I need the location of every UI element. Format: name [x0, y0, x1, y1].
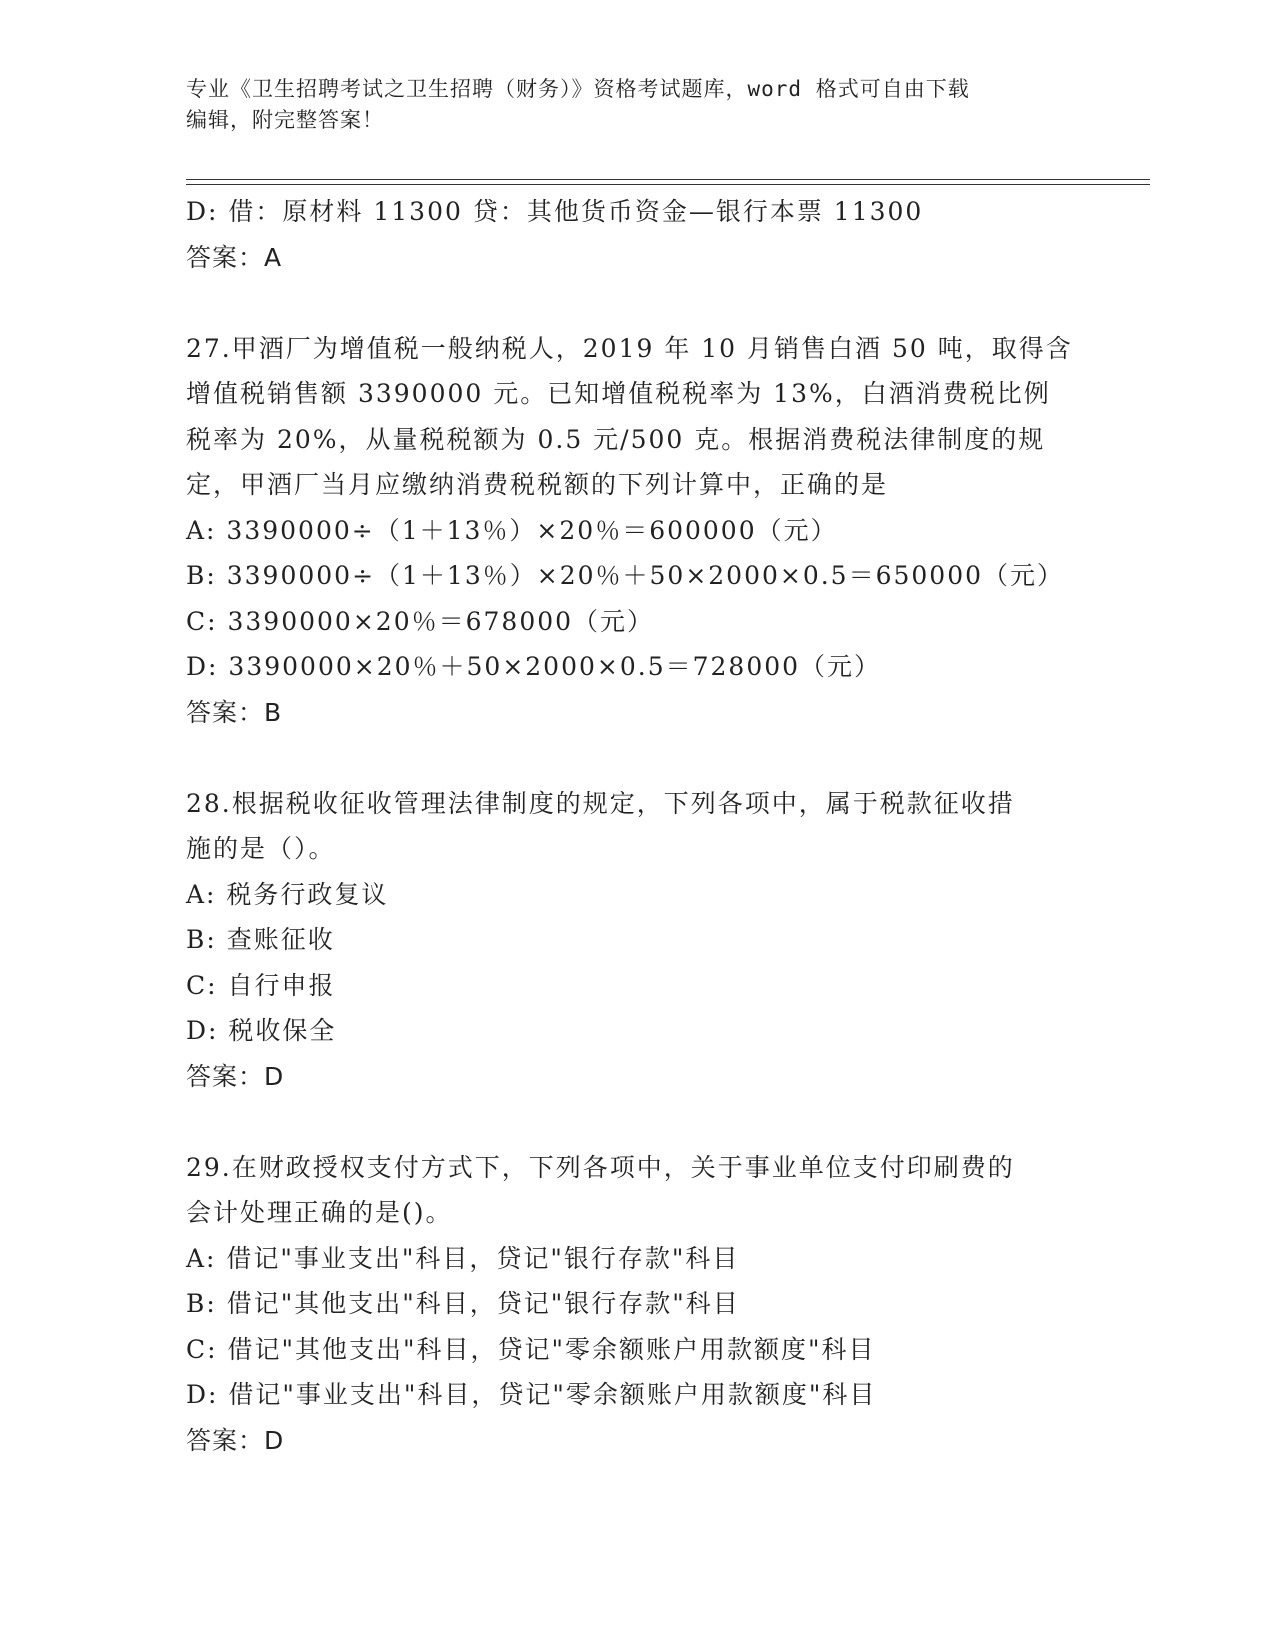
answer: 答案：D	[186, 1425, 285, 1455]
spacer	[186, 1099, 1086, 1145]
question-text-line: 定，甲酒厂当月应缴纳消费税税额的下列计算中，正确的是	[186, 470, 889, 499]
question-text-line: 会计处理正确的是()。	[186, 1198, 453, 1227]
page-header	[186, 74, 1066, 136]
option-c: C: 借记"其他支出"科目，贷记"零余额账户用款额度"科目	[186, 1334, 876, 1364]
header-line-2: 编辑，附完整答案！	[186, 108, 384, 132]
question-text-line: 29.在财政授权支付方式下，下列各项中，关于事业单位支付印刷费的	[186, 1152, 1015, 1182]
option-c: C: 3390000×20％＝678000（元）	[186, 606, 655, 636]
option-d: D: 税收保全	[186, 1016, 337, 1045]
option-b: B: 借记"其他支出"科目，贷记"银行存款"科目	[186, 1289, 740, 1318]
option-a: A: 借记"事业支出"科目，贷记"银行存款"科目	[186, 1243, 740, 1273]
option-a: A: 3390000÷（1＋13％）×20％＝600000（元）	[186, 515, 838, 545]
question-text-line: 施的是（）。	[186, 834, 336, 863]
answer: 答案：A	[186, 242, 283, 272]
option-a: A: 税务行政复议	[186, 879, 389, 909]
spacer	[186, 735, 1086, 781]
option-d: D: 借记"事业支出"科目，贷记"零余额账户用款额度"科目	[186, 1380, 877, 1409]
question-text-line: 增值税销售额 3390000 元。已知增值税税率为 13%，白酒消费税比例	[186, 379, 1051, 408]
question-29	[186, 1145, 1086, 1464]
option-c: C: 自行申报	[186, 970, 336, 1000]
prev-question	[186, 189, 1086, 280]
question-text-line: 28.根据税收征收管理法律制度的规定，下列各项中，属于税款征收措	[186, 788, 1015, 818]
question-28	[186, 781, 1086, 1100]
answer: 答案：D	[186, 1061, 285, 1091]
option-d: D: 3390000×20％＋50×2000×0.5＝728000（元）	[186, 652, 882, 681]
header-divider	[186, 179, 1150, 185]
question-27	[186, 326, 1086, 736]
spacer	[186, 280, 1086, 326]
answer: 答案：B	[186, 697, 283, 727]
option-b: B: 查账征收	[186, 925, 335, 954]
question-text-line: 税率为 20%，从量税税额为 0.5 元/500 克。根据消费税法律制度的规	[186, 424, 1046, 454]
question-content	[186, 189, 1086, 1463]
header-line-1: 专业《卫生招聘考试之卫生招聘（财务）》资格考试题库，word 格式可自由下载	[186, 77, 970, 101]
option-d: D: 借：原材料 11300 贷：其他货币资金—银行本票 11300	[186, 197, 924, 226]
option-b: B: 3390000÷（1＋13％）×20％＋50×2000×0.5＝650000（元）	[186, 561, 1065, 590]
question-text-line: 27.甲酒厂为增值税一般纳税人，2019 年 10 月销售白酒 50 吨，取得含	[186, 333, 1073, 363]
